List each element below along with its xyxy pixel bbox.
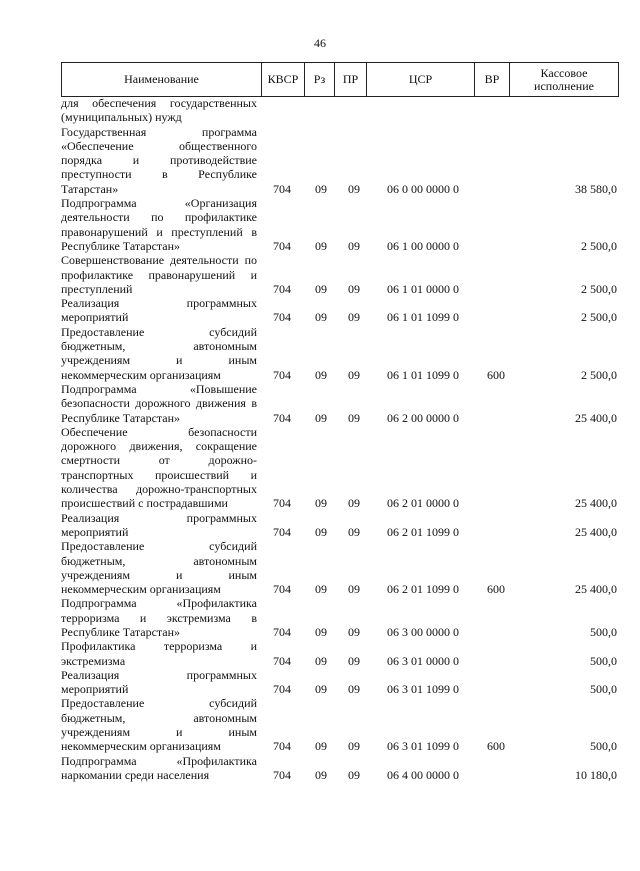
row-rz: 09 xyxy=(315,653,327,668)
table-header xyxy=(61,62,619,97)
row-name: Предоставление субсидий бюджетным, автономным учреждениям и иным некоммерческим организациям xyxy=(61,324,257,382)
row-sum: 2 500,0 xyxy=(581,281,617,296)
row-rz: 09 xyxy=(315,524,327,539)
table-row xyxy=(61,296,619,325)
row-name: Подпрограмма «Организация деятельности по профилактике правонарушений и преступлений в Республике Татарстан» xyxy=(61,196,257,253)
row-name: Обеспечение безопасности дорожного движения, сокращение смертности от дорожно-транспортных происшествий и количества дорожно-транспортных происшествий с пострадавшими xyxy=(61,424,257,511)
row-sum: 2 500,0 xyxy=(581,310,617,325)
table-row xyxy=(61,96,619,125)
row-kvsr: 704 xyxy=(273,238,291,253)
table-row xyxy=(61,125,619,196)
table-row xyxy=(61,668,619,697)
row-pr: 09 xyxy=(348,310,360,325)
table-row xyxy=(61,253,619,296)
table-body xyxy=(61,96,619,782)
row-name: Предоставление субсидий бюджетным, автономным учреждениям и иным некоммерческим организациям xyxy=(61,539,257,597)
table-row xyxy=(61,425,619,511)
header-sum: Кассовое исполнение xyxy=(509,63,619,96)
row-csr: 06 2 01 1099 0 xyxy=(387,524,459,539)
row-vr: 600 xyxy=(487,739,505,754)
row-sum: 10 180,0 xyxy=(575,767,617,782)
row-pr: 09 xyxy=(348,739,360,754)
row-pr: 09 xyxy=(348,238,360,253)
row-kvsr: 704 xyxy=(273,624,291,639)
row-pr: 09 xyxy=(348,496,360,511)
row-csr: 06 1 01 1099 0 xyxy=(387,310,459,325)
table-row xyxy=(61,596,619,639)
row-csr: 06 3 01 1099 0 xyxy=(387,739,459,754)
row-csr: 06 2 00 0000 0 xyxy=(387,410,459,425)
row-kvsr: 704 xyxy=(273,682,291,697)
row-rz: 09 xyxy=(315,310,327,325)
row-sum: 500,0 xyxy=(590,682,617,697)
row-csr: 06 1 01 1099 0 xyxy=(387,367,459,382)
row-sum: 38 580,0 xyxy=(575,181,617,196)
row-name: для обеспечения государственных (муниципальных) нужд xyxy=(61,96,257,125)
row-kvsr: 704 xyxy=(273,653,291,668)
row-pr: 09 xyxy=(348,682,360,697)
row-vr: 600 xyxy=(487,582,505,597)
row-kvsr: 704 xyxy=(273,496,291,511)
row-pr: 09 xyxy=(348,653,360,668)
row-sum: 25 400,0 xyxy=(575,524,617,539)
table-row xyxy=(61,539,619,596)
row-kvsr: 704 xyxy=(273,767,291,782)
row-rz: 09 xyxy=(315,624,327,639)
row-pr: 09 xyxy=(348,181,360,196)
row-rz: 09 xyxy=(315,582,327,597)
row-kvsr: 704 xyxy=(273,281,291,296)
row-pr: 09 xyxy=(348,367,360,382)
table-row xyxy=(61,382,619,425)
row-name: Совершенствование деятельности по профилактике правонарушений и преступлений xyxy=(61,253,257,296)
header-csr: ЦСР xyxy=(366,63,474,96)
row-kvsr: 704 xyxy=(273,410,291,425)
row-rz: 09 xyxy=(315,496,327,511)
row-pr: 09 xyxy=(348,281,360,296)
row-csr: 06 2 01 0000 0 xyxy=(387,496,459,511)
row-kvsr: 704 xyxy=(273,181,291,196)
row-rz: 09 xyxy=(315,281,327,296)
row-sum: 25 400,0 xyxy=(575,496,617,511)
row-kvsr: 704 xyxy=(273,310,291,325)
row-kvsr: 704 xyxy=(273,739,291,754)
row-kvsr: 704 xyxy=(273,524,291,539)
row-kvsr: 704 xyxy=(273,367,291,382)
row-pr: 09 xyxy=(348,624,360,639)
row-csr: 06 4 00 0000 0 xyxy=(387,767,459,782)
row-name: Подпрограмма «Повышение безопасности дорожного движения в Республике Татарстан» xyxy=(61,381,257,425)
row-sum: 2 500,0 xyxy=(581,238,617,253)
row-csr: 06 3 00 0000 0 xyxy=(387,624,459,639)
header-pr: ПР xyxy=(334,63,366,96)
row-rz: 09 xyxy=(315,767,327,782)
row-csr: 06 1 01 0000 0 xyxy=(387,281,459,296)
table-row xyxy=(61,696,619,753)
row-name: Профилактика терроризма и экстремизма xyxy=(61,639,257,668)
row-csr: 06 2 01 1099 0 xyxy=(387,582,459,597)
row-sum: 500,0 xyxy=(590,624,617,639)
row-kvsr: 704 xyxy=(273,582,291,597)
table-row xyxy=(61,754,619,783)
row-rz: 09 xyxy=(315,367,327,382)
row-name: Подпрограмма «Профилактика терроризма и экстремизма в Республике Татарстан» xyxy=(61,596,257,639)
page-number: 46 xyxy=(314,36,326,50)
header-name: Наименование xyxy=(61,63,261,96)
row-pr: 09 xyxy=(348,582,360,597)
header-vr: ВР xyxy=(474,63,509,96)
row-rz: 09 xyxy=(315,181,327,196)
row-sum: 25 400,0 xyxy=(575,410,617,425)
row-csr: 06 3 01 0000 0 xyxy=(387,653,459,668)
row-rz: 09 xyxy=(315,238,327,253)
row-sum: 25 400,0 xyxy=(575,582,617,597)
row-rz: 09 xyxy=(315,410,327,425)
table-row xyxy=(61,325,619,382)
row-pr: 09 xyxy=(348,524,360,539)
row-sum: 500,0 xyxy=(590,739,617,754)
row-name: Реализация программных мероприятий xyxy=(61,667,257,697)
row-rz: 09 xyxy=(315,739,327,754)
row-pr: 09 xyxy=(348,767,360,782)
header-kvsr: КВСР xyxy=(261,63,304,96)
row-csr: 06 3 01 1099 0 xyxy=(387,682,459,697)
row-name: Предоставление субсидий бюджетным, автономным учреждениям и иным некоммерческим организациям xyxy=(61,696,257,754)
row-csr: 06 1 00 0000 0 xyxy=(387,238,459,253)
row-name: Подпрограмма «Профилактика наркомании среди населения xyxy=(61,753,257,782)
table-row xyxy=(61,196,619,253)
header-rz: Рз xyxy=(304,63,334,96)
row-name: Государственная программа «Обеспечение общественного порядка и противодействие преступности в Республике Татарстан» xyxy=(61,124,257,196)
row-rz: 09 xyxy=(315,682,327,697)
row-name: Реализация программных мероприятий xyxy=(61,510,257,539)
row-name: Реализация программных мероприятий xyxy=(61,296,257,325)
row-csr: 06 0 00 0000 0 xyxy=(387,181,459,196)
table-row xyxy=(61,639,619,668)
table-row xyxy=(61,511,619,540)
row-pr: 09 xyxy=(348,410,360,425)
row-sum: 2 500,0 xyxy=(581,367,617,382)
row-sum: 500,0 xyxy=(590,653,617,668)
row-vr: 600 xyxy=(487,367,505,382)
